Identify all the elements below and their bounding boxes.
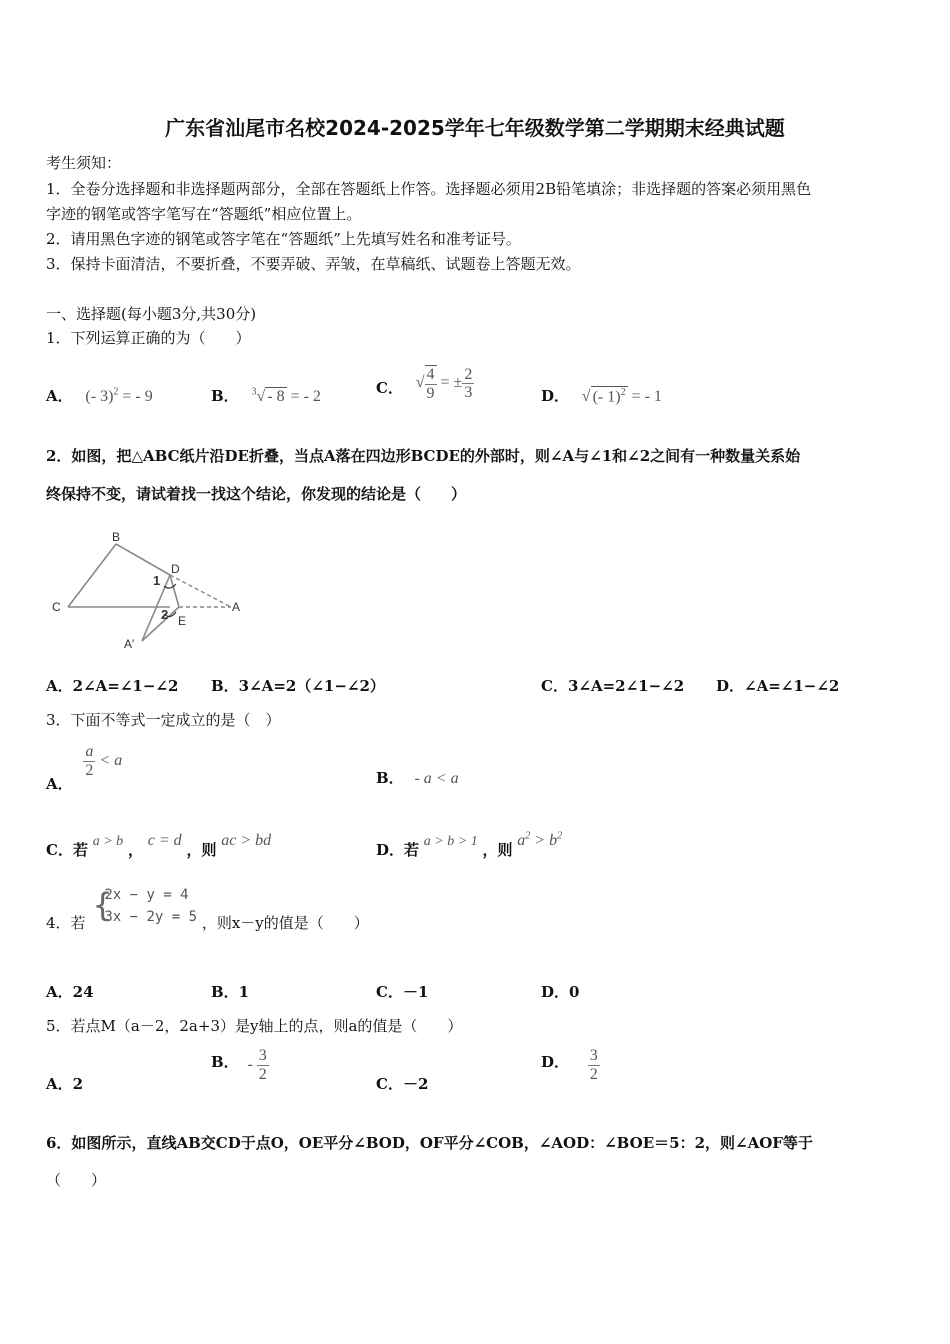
q1-option-b-label: B．: [211, 387, 239, 405]
q3-c-comma: ，: [127, 841, 143, 859]
q3-option-a: [46, 743, 123, 793]
label-a: A: [232, 600, 241, 614]
q3-c-then: ，则: [186, 841, 217, 859]
q4-num: 4．若: [46, 914, 86, 932]
q2-triangle-figure: [46, 528, 256, 653]
q2-option-a: A．2∠A=∠1−∠2: [46, 677, 179, 695]
q3-stem: 3．下面不等式一定成立的是（ ）: [46, 711, 281, 729]
edge-cb: [68, 544, 116, 607]
q1-option-d-label: D．: [541, 387, 570, 405]
label-1: 1: [153, 573, 161, 588]
notice-heading: 考生须知：: [46, 154, 122, 172]
q3-d-result: $a^2 > b^2$: [517, 830, 563, 849]
q4-brace: {: [92, 886, 113, 924]
q3-option-c: [46, 829, 272, 859]
label-d: D: [171, 562, 180, 576]
q1-option-c-label: C．: [376, 379, 403, 398]
q1-option-b: [211, 385, 321, 406]
q5-option-d-expr: $\frac{3}{2}$: [589, 1047, 598, 1083]
q2-option-b: B．3∠A=2（∠1−∠2）: [211, 677, 385, 695]
q3-option-c-label: C．若: [46, 841, 88, 859]
page-title: 广东省汕尾市名校2024-2025学年七年级数学第二学期期末经典试题: [165, 116, 785, 140]
section-heading: 一、选择题(每小题3分,共30分): [46, 305, 257, 323]
q1-option-a-expr: (- 3)$^2$ = - 9: [85, 386, 153, 405]
q4-eq1: 2x − y = 4: [104, 887, 189, 903]
q1-option-b-expr: $^3$√ - 8 = - 2: [251, 386, 321, 405]
label-2: 2: [161, 607, 169, 622]
q5-option-d: [541, 1047, 600, 1083]
q6-stem-cont: （ ）: [46, 1171, 107, 1189]
q4-system: [92, 884, 197, 928]
q5-stem: 5．若点M（a－2，2a+3）是y轴上的点，则a的值是（ ）: [46, 1017, 463, 1035]
q3-d-cond: a > b > 1: [423, 834, 478, 849]
q3-option-d-label: D．若: [376, 841, 420, 859]
q1-option-c-expr: √ $\frac{4}{9}$ = ± $\frac{2}{3}$: [415, 365, 473, 402]
q1-option-a-label: A．: [46, 387, 73, 405]
label-b: B: [112, 530, 121, 544]
q4-tail: ，则x－y的值是（ ）: [201, 914, 369, 932]
notice-item-1: 1．全卷分选择题和非选择题两部分，全部在答题纸上作答。选择题必须用2B铅笔填涂；非选择题的答案必须用黑色: [46, 180, 812, 198]
q1-stem: 1．下列运算正确的为（ ）: [46, 329, 251, 347]
q3-option-b-expr: - a < a: [414, 770, 459, 787]
q3-d-then: ，则: [482, 841, 513, 859]
q5-option-b: [211, 1047, 269, 1083]
q5-option-a: A．2: [46, 1075, 84, 1093]
q2-option-d: D．∠A=∠1−∠2: [716, 677, 840, 695]
q2-stem: 2．如图，把△ABC纸片沿DE折叠，当点A落在四边形BCDE的外部时，则∠A与∠1和∠2之间有一种数量关系始: [46, 447, 801, 465]
q2-option-c: C．3∠A=2∠1−∠2: [541, 677, 685, 695]
q1-option-d-expr: √ (- 1)$^2$ = - 1: [581, 386, 662, 405]
q1-option-c: [376, 365, 474, 402]
q4-option-d: D．0: [541, 983, 580, 1001]
dashed-da: [170, 575, 231, 607]
label-c: C: [52, 600, 61, 614]
q3-option-b: [376, 767, 459, 788]
q4-stem: [46, 884, 369, 932]
label-e: E: [178, 614, 187, 628]
q6-stem: 6．如图所示，直线AB交CD于点O，OE平分∠BOD，OF平分∠COB，∠AOD：∠BOE＝5：2，则∠AOF等于: [46, 1134, 813, 1152]
q4-option-c: C．－1: [376, 983, 429, 1001]
label-a-prime: A′: [124, 637, 135, 651]
q5-option-c: C．－2: [376, 1075, 429, 1093]
q4-option-b: B．1: [211, 983, 250, 1001]
q1-option-d: [541, 385, 662, 406]
q3-option-a-label: A．: [46, 774, 73, 793]
edge-bd: [116, 544, 170, 575]
q3-c-result: ac > bd: [221, 832, 272, 849]
q5-option-b-label: B．: [211, 1052, 239, 1071]
q5-option-d-label: D．: [541, 1052, 570, 1071]
notice-item-2: 2．请用黑色字迹的钢笔或答字笔在“答题纸”上先填写姓名和准考证号。: [46, 230, 521, 248]
q4-option-a: A．24: [46, 983, 94, 1001]
q3-option-b-label: B．: [376, 769, 404, 787]
q1-option-a: [46, 385, 153, 406]
q3-cond-1: a > b: [92, 834, 124, 849]
notice-item-1-cont: 字迹的钢笔或答字笔写在“答题纸”相应位置上。: [46, 205, 362, 223]
q3-option-d: [376, 829, 563, 859]
q5-option-b-expr: - $\frac{3}{2}$: [247, 1047, 267, 1083]
notice-item-3: 3．保持卡面清洁，不要折叠，不要弄破、弄皱，在草稿纸、试题卷上答题无效。: [46, 255, 581, 273]
q2-stem-cont: 终保持不变，请试着找一找这个结论，你发现的结论是（ ）: [46, 485, 467, 503]
q4-eq2: 3x − 2y = 5: [104, 909, 198, 925]
q3-cond-2: c = d: [147, 832, 182, 849]
q3-option-a-expr: $\frac{a}{2}$ < a: [85, 743, 123, 779]
